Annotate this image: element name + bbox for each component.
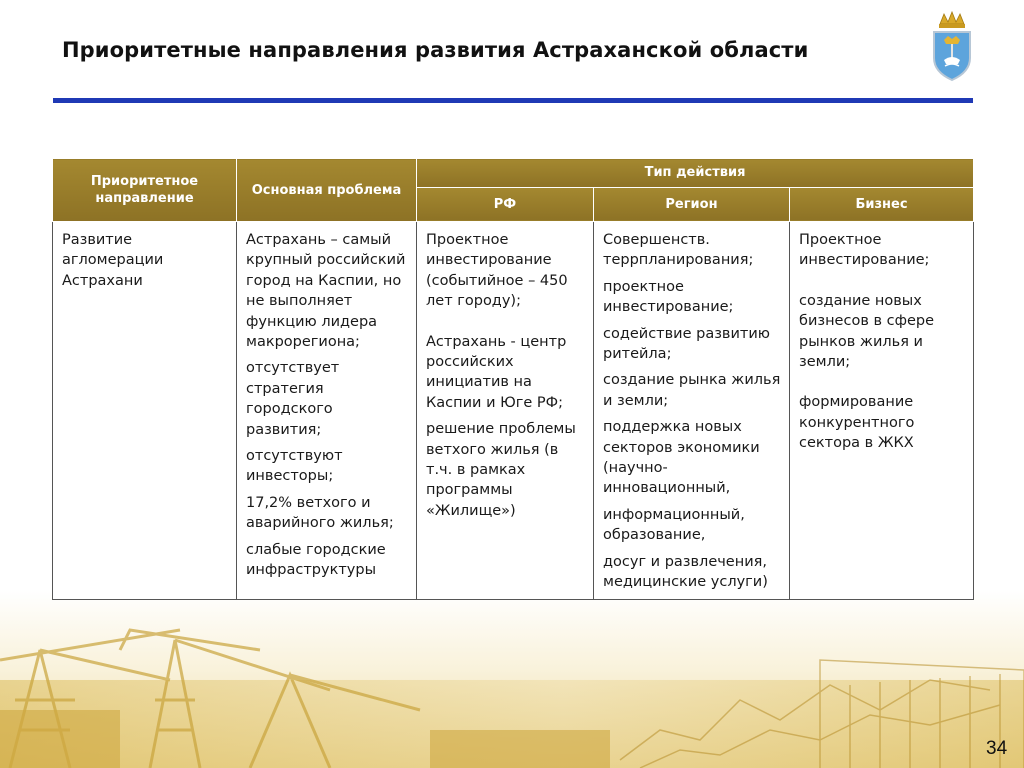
cell-text: отсутствует стратегия городского развития; <box>246 360 340 438</box>
slide-title: Приоритетные направления развития Астраханской области <box>62 38 809 62</box>
table-row <box>53 222 974 600</box>
header-problem: Основная проблема <box>237 159 417 222</box>
cell-region <box>594 222 790 600</box>
header-action-type: Тип действия <box>417 159 974 188</box>
cell-text: 17,2% ветхого и аварийного жилья; <box>246 494 394 532</box>
priority-table <box>52 158 974 600</box>
slide-number: 34 <box>986 738 1008 759</box>
header-priority: Приоритетное направление <box>53 159 237 222</box>
cell-priority <box>53 222 237 600</box>
title-underline <box>53 98 973 103</box>
cell-text: Совершенств. террпланирования; <box>603 232 754 269</box>
astrakhan-coat-of-arms-icon <box>930 10 974 82</box>
cell-text: Астрахань - центр российских инициатив на Каспии и Юге РФ; <box>426 333 567 411</box>
cell-text: досуг и развлечения, медицинские услуги) <box>603 553 768 591</box>
cell-business <box>790 222 974 600</box>
header-rf: РФ <box>417 187 594 221</box>
cell-text: Астрахань – самый крупный российский город на Каспии, но не выполняет функцию лидера макрорегиона; <box>246 232 406 351</box>
cell-text: Развитие агломерации Астрахани <box>62 232 164 289</box>
cell-text: формирование конкурентного сектора в ЖКХ <box>799 394 915 452</box>
cell-text: Проектное инвестирование; <box>799 232 930 269</box>
cell-text: Проектное инвестирование (событийное – 450 лет городу); <box>426 232 568 310</box>
cell-text: содействие развитию ритейла; <box>603 325 770 363</box>
cell-text: проектное инвестирование; <box>603 278 734 316</box>
cell-text: решение проблемы ветхого жилья (в т.ч. в рамках программы «Жилище») <box>426 421 576 519</box>
header-region: Регион <box>594 187 790 221</box>
cell-rf <box>417 222 594 600</box>
cell-text: создание новых бизнесов в сфере рынков жилья и земли; <box>799 292 935 371</box>
cell-text: слабые городские инфраструктуры <box>246 541 386 579</box>
cell-text: поддержка новых секторов экономики (научно-инновационный, <box>603 419 760 497</box>
cell-text: отсутствуют инвесторы; <box>246 448 343 485</box>
harbor-cranes-decoration <box>0 590 1024 768</box>
cell-text: создание рынка жилья и земли; <box>603 372 781 409</box>
cell-problem <box>237 222 417 600</box>
cell-text: информационный, образование, <box>603 506 745 544</box>
header-business: Бизнес <box>790 187 974 221</box>
